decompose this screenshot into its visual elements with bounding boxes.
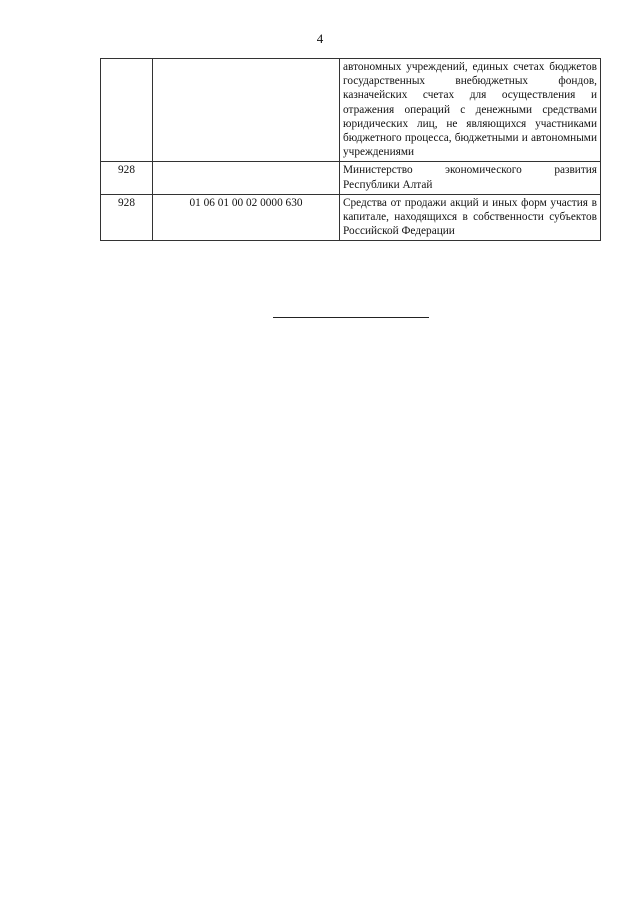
table-row (101, 194, 601, 241)
admin-code-cell: 928 (101, 162, 153, 194)
end-of-document-rule (273, 317, 429, 318)
source-name-cell: автономных учреждений, единых счетах бюджетов государственных внебюджетных фондов, казначейских счетах для осуществления и отражения операций с денежными средствами юридических лиц, не являющихся участниками бюджетного процесса, бюджетными и автономными учреждениями (340, 59, 601, 162)
table-row (101, 59, 601, 162)
source-code-cell (153, 162, 340, 194)
source-code-cell: 01 06 01 00 02 0000 630 (153, 194, 340, 241)
admin-code-cell (101, 59, 153, 162)
source-name-cell: Министерство экономического развития Республики Алтай (340, 162, 601, 194)
table-row (101, 162, 601, 194)
sources-table (100, 58, 601, 241)
page-number: 4 (316, 31, 324, 46)
source-code-cell (153, 59, 340, 162)
source-name-cell: Средства от продажи акций и иных форм участия в капитале, находящихся в собственности субъектов Российской Федерации (340, 194, 601, 241)
admin-code-cell: 928 (101, 194, 153, 241)
